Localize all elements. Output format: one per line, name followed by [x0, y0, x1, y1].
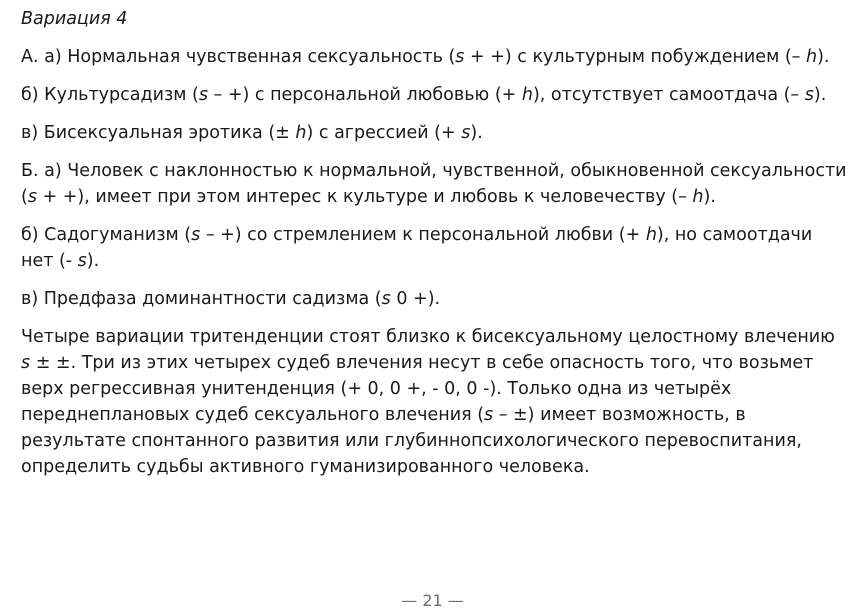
variable-symbol: s: [484, 405, 494, 425]
text-run: ).: [86, 251, 100, 271]
document-page: [21, 6, 847, 492]
text-run: в) Предфаза доминантности садизма (: [21, 289, 382, 309]
text-run: + +) с культурным побуждением (–: [464, 47, 806, 67]
paragraph-a-a: [21, 44, 847, 70]
variable-symbol: s: [77, 251, 87, 271]
document-body: [21, 44, 847, 480]
variable-symbol: s: [455, 47, 465, 67]
variable-symbol: s: [198, 85, 208, 105]
variable-symbol: s: [381, 289, 391, 309]
variable-symbol: s: [27, 187, 37, 207]
text-run: в) Бисексуальная эротика (±: [21, 123, 296, 143]
text-run: А. а) Нормальная чувственная сексуальность (: [21, 47, 456, 67]
paragraph-a-c: [21, 120, 847, 146]
variable-symbol: s: [804, 85, 814, 105]
text-run: ± ±. Три из этих четырех судеб влечения несут в себе опасность того, что возьмет верх регрессивная унитенденция (+ 0, 0 +, - 0, 0 -). Только одна из четырёх переднеплановых судеб сексуального влечения (: [21, 353, 814, 425]
text-run: б) Садогуманизм (: [21, 225, 192, 245]
paragraph-b-a: [21, 158, 847, 210]
section-heading: Вариация 4: [21, 9, 128, 29]
text-run: 0 +).: [390, 289, 441, 309]
text-run: ).: [470, 123, 483, 143]
text-run: б) Культурсадизм (: [21, 85, 199, 105]
page-number: — 21 —: [401, 591, 464, 610]
variable-symbol: h: [295, 123, 307, 143]
text-run: – +) с персональной любовью (+: [207, 85, 522, 105]
text-run: Б. а) Человек с наклонностью к нормальной, чувственной, обыкновенной сексуальности (: [21, 161, 847, 207]
text-run: + +), имеет при этом интерес к культуре и любовь к человечеству (–: [36, 187, 693, 207]
variable-symbol: h: [692, 187, 704, 207]
variable-symbol: h: [645, 225, 657, 245]
text-run: – ±) имеет возможность, в результате спонтанного развития или глубиннопсихологического перевоспитания, определить судьбы активного гуманизированного человека.: [21, 405, 802, 477]
text-run: ), отсутствует самоотдача (–: [532, 85, 805, 105]
text-run: ) с агрессией (+: [306, 123, 462, 143]
text-run: ).: [817, 47, 830, 67]
paragraph-a-b: [21, 82, 847, 108]
paragraph-summary: [21, 324, 847, 480]
text-run: Четыре вариации тритенденции стоят близко к бисексуальному целостному влечению: [21, 327, 835, 347]
variable-symbol: h: [805, 47, 818, 67]
variable-symbol: h: [521, 85, 533, 105]
variable-symbol: s: [21, 353, 31, 373]
paragraph-b-c: [21, 286, 847, 312]
text-run: – +) со стремлением к персональной любви (+: [200, 225, 646, 245]
variable-symbol: s: [461, 123, 471, 143]
text-run: ), но самоотдачи нет (-: [21, 225, 813, 271]
text-run: ).: [813, 85, 827, 105]
text-run: ).: [703, 187, 716, 207]
paragraph-b-b: [21, 222, 847, 274]
variable-symbol: s: [191, 225, 201, 245]
